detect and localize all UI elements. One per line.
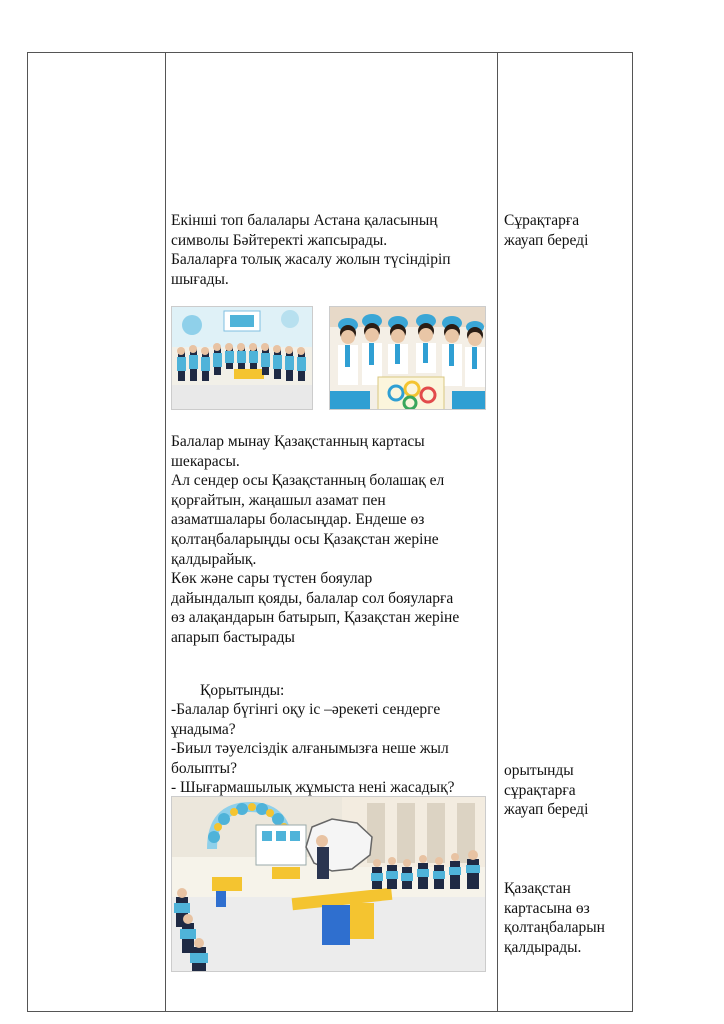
column-divider-left [165,53,166,1011]
photo-classroom-map [171,796,486,972]
photo-children-table-image [330,307,486,410]
photo-children-table [329,306,486,410]
conclusion-questions: -Балалар бүгінгі оқу іс –әрекеті сендерге ұнадыма? -Биыл тәуелсіздік алғанымызға неше жыл болыпты? - Шығармашылық жұмыста нені жасадық? [171,701,455,797]
photo-children-row-image [172,307,313,410]
photo-classroom-map-image [172,797,486,972]
answer-handprints: Қазақстан картасына өз қолтаңбаларын қалдырады. [504,880,605,956]
answer-questions: Сұрақтарға жауап береді [504,212,589,249]
map-activity-text: Балалар мынау Қазақстанның картасы шекарасы. Ал сендер осы Қазақстанның болашақ ел қорғайтын, жаңашыл азамат пен азаматшалары боласыңдар. Ендеше өз қолтаңбаларыңды осы Қазақстан жеріне қалдырайық. Көк және сары түстен бояулар дайындалып қояды, балалар сол бояуларға өз алақандарын батырып, Қазақстан жеріне апарып бастырады [171,433,460,646]
column-divider-right [497,53,498,1011]
conclusion-title: Қорытынды: [200,682,285,699]
group-two-instructions: Екінші топ балалары Астана қаласының символы Бәйтеректі жапсырады. Балаларға толық жасалу жолын түсіндіріп шығады. [171,212,451,288]
photo-children-row [171,306,313,410]
answer-conclusion: орытынды сұрақтарға жауап береді [504,762,589,819]
